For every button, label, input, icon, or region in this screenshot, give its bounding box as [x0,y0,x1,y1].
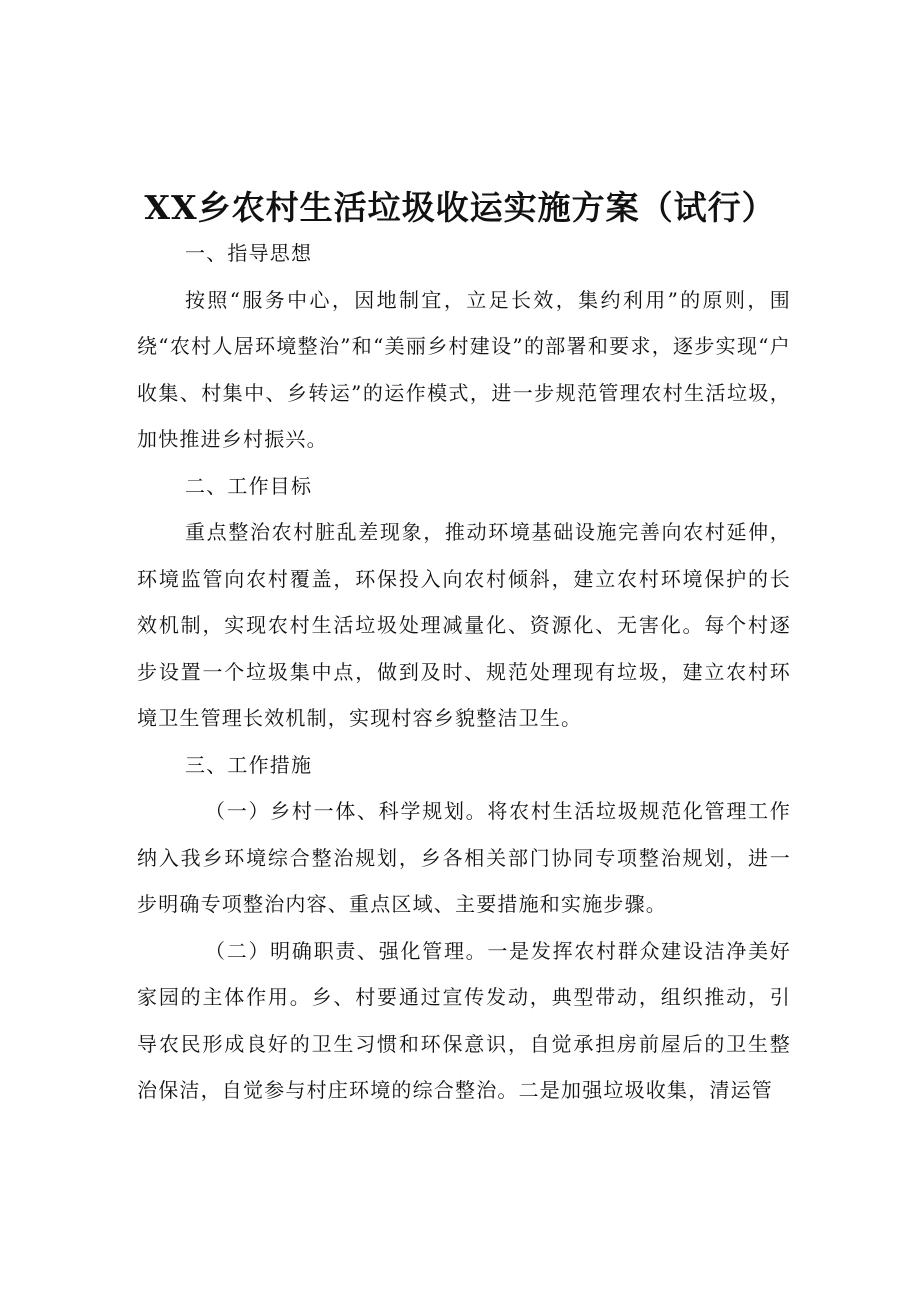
section-work-measures [137,742,791,1114]
section-heading: 三、工作措施 [185,752,313,777]
paragraph: （二）明确职责、强化管理。一是发挥农村群众建设洁净美好家园的主体作用。乡、村要通过宣传发动，典型带动，组织推动，引导农民形成良好的卫生习惯和环保意识，自觉承担房前屋后的卫生整治保洁，自觉参与村庄环境的综合整治。二是加强垃圾收集，清运管 [137,938,791,1102]
section-heading: 二、工作目标 [185,473,313,498]
paragraph: （一）乡村一体、科学规划。将农村生活垃圾规范化管理工作纳入我乡环境综合整治规划，乡各相关部门协同专项整治规划，进一步明确专项整治内容、重点区域、主要措施和实施步骤。 [137,799,791,916]
document-title: XX乡农村生活垃圾收运实施方案（试行） [144,188,776,228]
paragraph: 按照“服务中心，因地制宜，立足长效，集约利用”的原则，围绕“农村人居环境整治”和“美丽乡村建设”的部署和要求，逐步实现“户收集、村集中、乡转运”的运作模式，进一步规范管理农村生活垃圾，加快推进乡村振兴。 [137,287,791,451]
section-guiding-ideology [137,230,791,463]
paragraph: 重点整治农村脏乱差现象，推动环境基础设施完善向农村延伸，环境监管向农村覆盖，环保投入向农村倾斜，建立农村环境保护的长效机制，实现农村生活垃圾处理减量化、资源化、无害化。每个村逐步设置一个垃圾集中点，做到及时、规范处理现有垃圾，建立农村环境卫生管理长效机制，实现村容乡貌整洁卫生。 [137,520,791,730]
section-heading: 一、指导思想 [185,241,313,265]
document-body [137,230,791,1114]
section-work-goals [137,463,791,742]
